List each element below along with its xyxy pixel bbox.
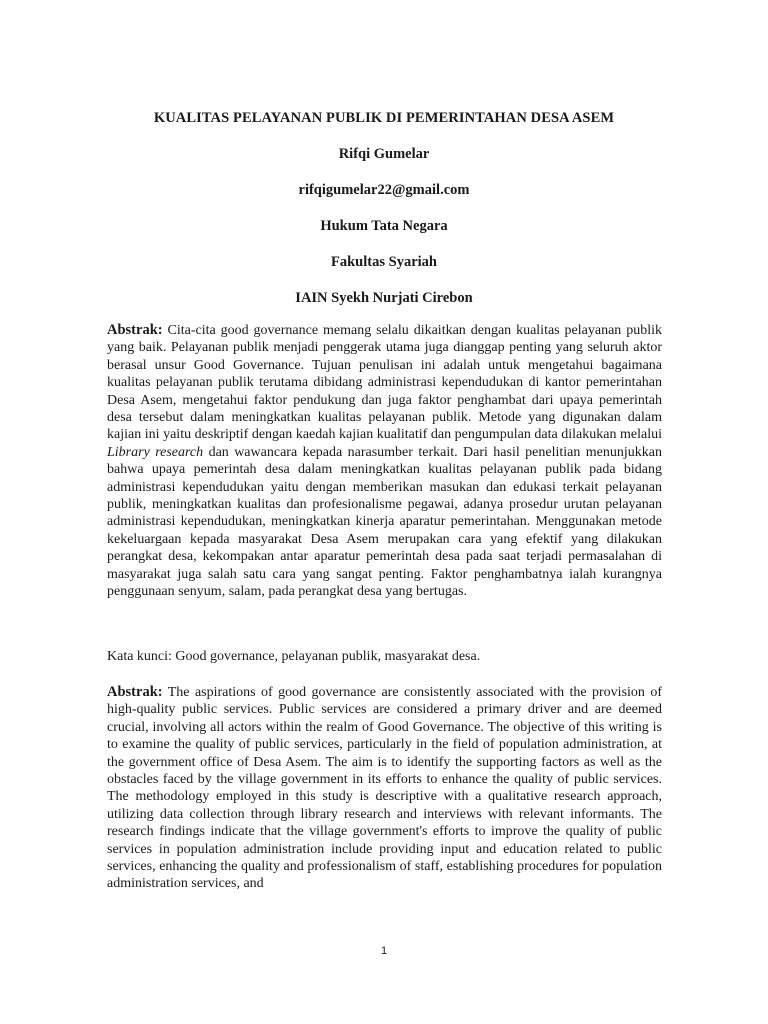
page-number: 1 bbox=[380, 945, 388, 957]
abstract-english bbox=[107, 684, 662, 893]
author-email: rifqigumelar22@gmail.com bbox=[298, 182, 470, 198]
department: Hukum Tata Negara bbox=[320, 218, 448, 234]
abstract-text-part2: dan wawancara kepada narasumber terkait. Dari hasil penelitian menunjukkan bahwa upaya pemerintah desa dalam meningkatkan kualitas pelayanan publik pada bidang administrasi kependudukan yaitu dengan memberikan masukan dan edukasi terkait pelayanan publik, meningkatkan kualitas dan profesionalisme pegawai, adanya prosedur urutan pelayanan administrasi kependudukan, meningkatkan kinerja aparatur pemerintahan. Menggunakan metode kekeluargaan kepada masyarakat Desa Asem merupakan cara yang efektif yang dilakukan perangkat desa, kekompakan antar aparatur pemerintah desa pada saat terjadi permasalahan di masyarakat juga salah satu cara yang sangat penting. Faktor penghambatnya ialah kurangnya penggunaan senyum, salam, pada perangkat desa yang bertugas. bbox=[107, 444, 662, 600]
institution: IAIN Syekh Nurjati Cirebon bbox=[295, 290, 473, 306]
abstract-italic-term: Library research bbox=[107, 444, 204, 460]
paper-title: KUALITAS PELAYANAN PUBLIK DI PEMERINTAHAN DESA ASEM bbox=[153, 110, 615, 126]
abstract-text-part1: Cita-cita good governance memang selalu dikaitkan dengan kualitas pelayanan publik yang baik. Pelayanan publik menjadi penggerak utama juga dianggap penting yang seluruh aktor berasal unsur Good Governance. Tujuan penulisan ini adalah untuk mengetahui bagaimana kualitas pelayanan publik terutama dibidang administrasi kependudukan di kantor pemerintahan Desa Asem, mengetahui faktor pendukung dan juga faktor penghambat dari upaya pemerintah desa tersebut dalam meningkatkan kualitas pelayanan publik. Metode yang digunakan dalam kajian ini yaitu deskriptif dengan kaedah kajian kualitatif dan pengumpulan data dilakukan melalui bbox=[107, 323, 662, 443]
abstract-en-label: Abstrak: bbox=[107, 684, 163, 700]
abstract-indonesian bbox=[107, 322, 662, 601]
author-name: Rifqi Gumelar bbox=[338, 146, 430, 162]
abstract-en-text: The aspirations of good governance are consistently associated with the provision of high-quality public services. Public services are considered a primary driver and are deemed crucial, involving all actors within the realm of Good Governance. The objective of this writing is to examine the quality of public services, particularly in the field of population administration, at the government office of Desa Asem. The aim is to identify the supporting factors as well as the obstacles faced by the village government in its efforts to enhance the quality of public services. The methodology employed in this study is descriptive with a qualitative research approach, utilizing data collection through library research and interviews with relevant informants. The research findings indicate that the village government's efforts to improve the quality of public services in population administration include providing input and education related to public services, enhancing the quality and professionalism of staff, establishing procedures for population administration services, and bbox=[107, 685, 662, 892]
faculty: Fakultas Syariah bbox=[331, 254, 437, 270]
abstract-label: Abstrak: bbox=[107, 322, 163, 338]
keywords: Kata kunci: Good governance, pelayanan publik, masyarakat desa. bbox=[107, 649, 481, 664]
